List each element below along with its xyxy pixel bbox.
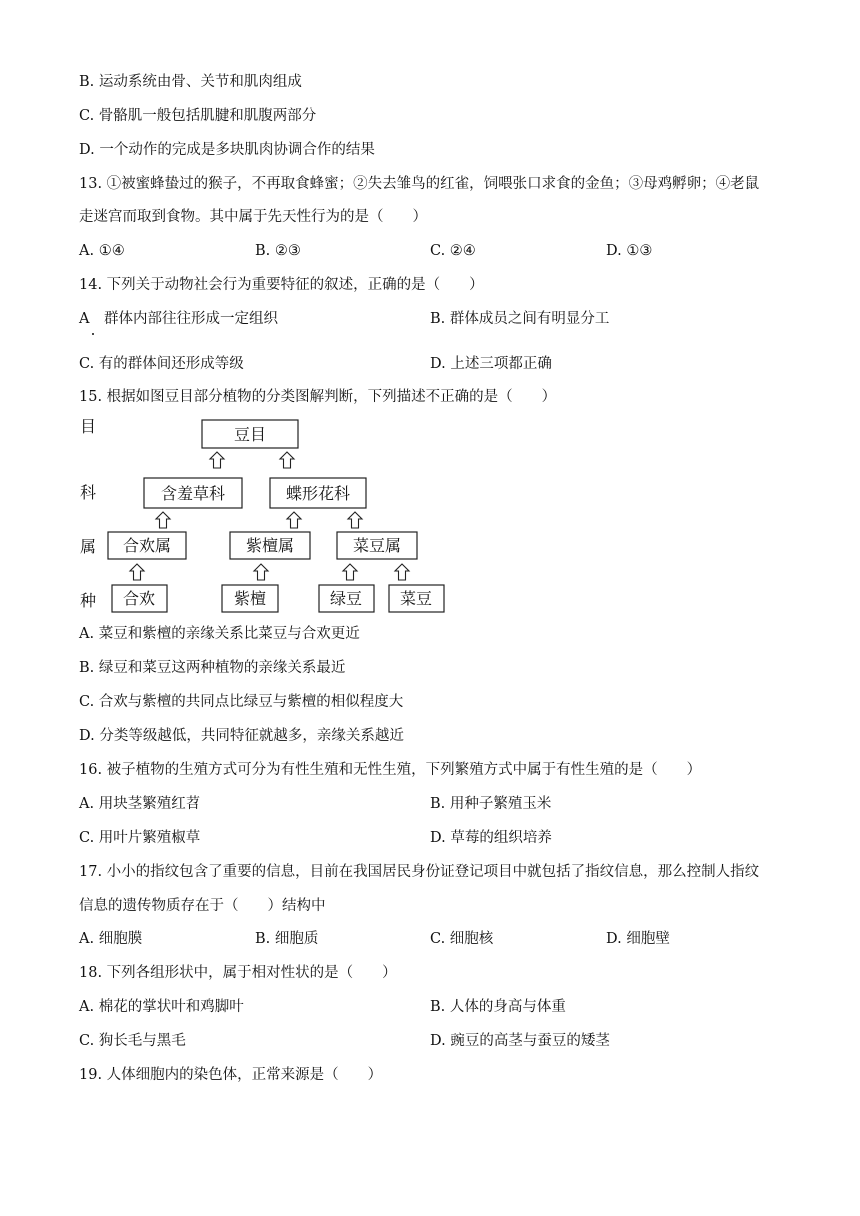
genus-label-pterocarpus: 紫檀属: [245, 536, 295, 555]
arrow-genus2-to-family2: [287, 512, 301, 528]
arrow-family1-to-order: [210, 452, 224, 468]
q14-option-c: C. 有的群体间还形成等级: [79, 356, 244, 372]
rank-label-species: 种: [80, 591, 97, 610]
q13-option-d: D. ①③: [606, 243, 653, 259]
q14-option-b: B. 群体成员之间有明显分工: [430, 311, 610, 327]
q13-option-c: C. ②④: [430, 243, 476, 259]
q12-option-d: D. 一个动作的完成是多块肌肉协调合作的结果: [79, 142, 375, 158]
q17-option-b: B. 细胞质: [255, 931, 319, 947]
species-label-caidou: 菜豆: [399, 589, 433, 608]
species-label-zitan: 紫檀: [233, 589, 267, 608]
q17-stem-line1: 17. 小小的指纹包含了重要的信息，目前在我国居民身份证登记项目中就包括了指纹信息，那么控制人指纹: [79, 864, 760, 880]
arrow-genus1-to-family1: [156, 512, 170, 528]
rank-label-genus: 属: [80, 537, 97, 556]
q17-option-d: D. 细胞壁: [606, 931, 670, 947]
q16-option-a: A. 用块茎繁殖红苕: [79, 796, 201, 812]
arrow-species1-to-genus1: [130, 564, 144, 580]
q18-stem: 18. 下列各组形状中，属于相对性状的是（ ）: [79, 965, 397, 981]
q12-option-b: B. 运动系统由骨、关节和肌肉组成: [79, 74, 302, 90]
q18-option-a: A. 棉花的掌状叶和鸡脚叶: [79, 999, 244, 1015]
q17-option-c: C. 细胞核: [430, 931, 494, 947]
q15-option-c: C. 合欢与紫檀的共同点比绿豆与紫檀的相似程度大: [79, 694, 404, 710]
q13-option-a: A. ①④: [79, 243, 125, 259]
q16-option-c: C. 用叶片繁殖椒草: [79, 830, 201, 846]
genus-label-albizia: 合欢属: [122, 536, 172, 555]
q15-option-d: D. 分类等级越低，共同特征就越多，亲缘关系越近: [79, 728, 404, 744]
q13-stem-line2: 走迷宫而取到食物。其中属于先天性行为的是（ ）: [79, 209, 427, 225]
q13-stem-line1: 13. ①被蜜蜂蛰过的猴子，不再取食蜂蜜；②失去雏鸟的红雀，饲喂张口求食的金鱼；③母鸡孵卵；④老鼠: [79, 176, 760, 192]
family-label-mimosaceae: 含羞草科: [160, 484, 226, 503]
genus-label-phaseolus: 菜豆属: [352, 536, 402, 555]
q16-stem: 16. 被子植物的生殖方式可分为有性生殖和无性生殖，下列繁殖方式中属于有性生殖的是（ ）: [79, 762, 702, 778]
q15-option-b: B. 绿豆和菜豆这两种植物的亲缘关系最近: [79, 660, 346, 676]
q14-stem: 14. 下列关于动物社会行为重要特征的叙述，正确的是（ ）: [79, 277, 484, 293]
q15-option-a: A. 菜豆和紫檀的亲缘关系比菜豆与合欢更近: [79, 626, 360, 642]
species-label-hehuan: 合欢: [122, 589, 156, 608]
q18-option-c: C. 狗长毛与黑毛: [79, 1033, 186, 1049]
species-label-lvdou: 绿豆: [329, 589, 363, 608]
q16-option-b: B. 用种子繁殖玉米: [430, 796, 552, 812]
rank-label-family: 科: [80, 483, 97, 502]
q14-option-a: A 群体内部往往形成一定组织: [79, 311, 278, 327]
classification-diagram: [72, 410, 462, 620]
arrow-species2-to-genus2: [254, 564, 268, 580]
q17-option-a: A. 细胞膜: [79, 931, 143, 947]
q15-stem: 15. 根据如图豆目部分植物的分类图解判断，下列描述不正确的是（ ）: [79, 389, 557, 405]
arrow-genus3-to-family2: [348, 512, 362, 528]
arrow-species4-to-genus3: [395, 564, 409, 580]
q17-stem-line2: 信息的遗传物质存在于（ ）结构中: [79, 898, 326, 914]
arrow-species3-to-genus3: [343, 564, 357, 580]
q18-option-d: D. 豌豆的高茎与蚕豆的矮茎: [430, 1033, 610, 1049]
order-label: 豆目: [233, 425, 267, 444]
q14-option-d: D. 上述三项都正确: [430, 356, 552, 372]
rank-label-order: 目: [80, 417, 97, 436]
q12-option-c: C. 骨骼肌一般包括肌腱和肌腹两部分: [79, 108, 317, 124]
q16-option-d: D. 草莓的组织培养: [430, 830, 552, 846]
q18-option-b: B. 人体的身高与体重: [430, 999, 566, 1015]
family-label-papilionaceae: 蝶形花科: [285, 484, 351, 503]
q19-stem: 19. 人体细胞内的染色体，正常来源是（ ）: [79, 1067, 383, 1083]
q13-option-b: B. ②③: [255, 243, 301, 259]
arrow-family2-to-order: [280, 452, 294, 468]
stray-dot: [92, 333, 94, 335]
